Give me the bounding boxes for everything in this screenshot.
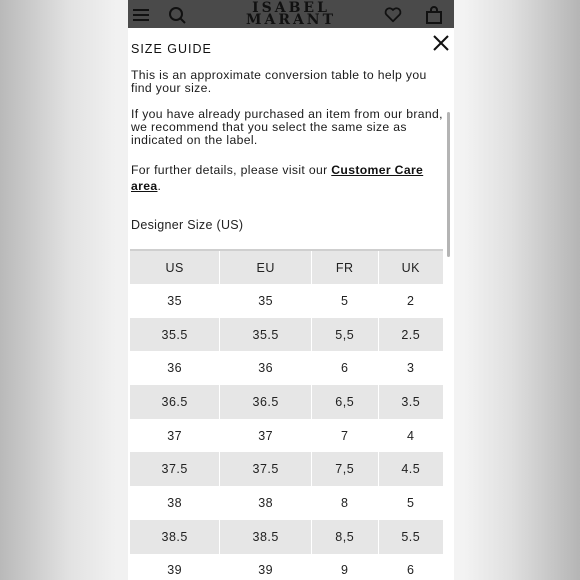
cell-eu: 35 [220,284,312,318]
cell-us: 35.5 [130,318,220,352]
table-row [130,554,443,580]
header-fr: FR [311,250,378,284]
site-header [128,0,454,28]
cell-eu: 38 [220,486,312,520]
header-uk: UK [401,260,420,275]
cell-uk: 4.5 [401,462,421,477]
cell-fr: 9 [311,554,378,580]
table-row [130,284,443,318]
cell-uk: 3.5 [401,394,421,409]
cell-fr: 5,5 [311,318,378,352]
modal-title: SIZE GUIDE [131,42,212,56]
customer-care-link[interactable]: Customer Care area [131,163,424,193]
cell-us: 36.5 [130,385,220,419]
logo-line-1: ISABEL [252,0,330,16]
cell-fr: 6,5 [311,385,378,419]
table-row [130,318,443,352]
logo-line-2: MARANT [245,12,337,28]
cell-us: 37.5 [130,452,220,486]
table-row [130,452,443,486]
cell-us: 38.5 [130,520,220,554]
table-row [130,520,443,554]
cell-fr: 7,5 [311,452,378,486]
cell-eu: 38.5 [220,520,312,554]
cell-fr: 8 [311,486,378,520]
cell-us: 38 [130,486,220,520]
intro-text: This is an approximate conversion table to help you find your size. [131,68,427,95]
cell-eu: 35.5 [220,318,312,352]
details-text [131,162,449,194]
purchase-note-text: If you have already purchased an item from our brand, we recommend that you select the same size as indicated on the label. [131,107,443,147]
cell-fr: 5 [311,284,378,318]
cell-uk: 5.5 [401,529,421,544]
cell-fr: 8,5 [311,520,378,554]
brand-logo[interactable] [128,2,454,26]
size-guide-modal [128,28,454,580]
cell-fr: 7 [311,419,378,453]
cell-uk: 2.5 [401,327,421,342]
table-header-row [130,250,443,284]
table-body [130,284,443,580]
cell-uk: 6 [407,563,415,578]
bag-icon[interactable] [425,6,443,24]
cell-eu: 36.5 [220,385,312,419]
cell-fr: 6 [311,351,378,385]
scrollbar-thumb[interactable] [447,112,450,257]
cell-uk: 3 [407,361,415,376]
cell-eu: 37.5 [220,452,312,486]
cell-eu: 37 [220,419,312,453]
cell-uk: 5 [407,495,415,510]
cell-eu: 36 [220,351,312,385]
table-row [130,419,443,453]
cell-us: 35 [130,284,220,318]
cell-uk: 4 [407,428,415,443]
cell-us: 37 [130,419,220,453]
details-prefix: For further details, please visit our [131,163,332,177]
table-row [130,486,443,520]
cell-us: 36 [130,351,220,385]
heart-icon[interactable] [384,6,402,24]
size-conversion-table [130,249,443,580]
cell-eu: 39 [220,554,312,580]
phone-screen [128,0,454,580]
details-suffix: . [157,179,162,193]
table-row [130,351,443,385]
cell-uk: 2 [407,293,415,308]
close-icon[interactable] [430,32,452,54]
header-eu: EU [220,250,312,284]
table-row [130,385,443,419]
designer-size-label: Designer Size (US) [131,218,244,232]
cell-us: 39 [130,554,220,580]
header-us: US [130,250,220,284]
